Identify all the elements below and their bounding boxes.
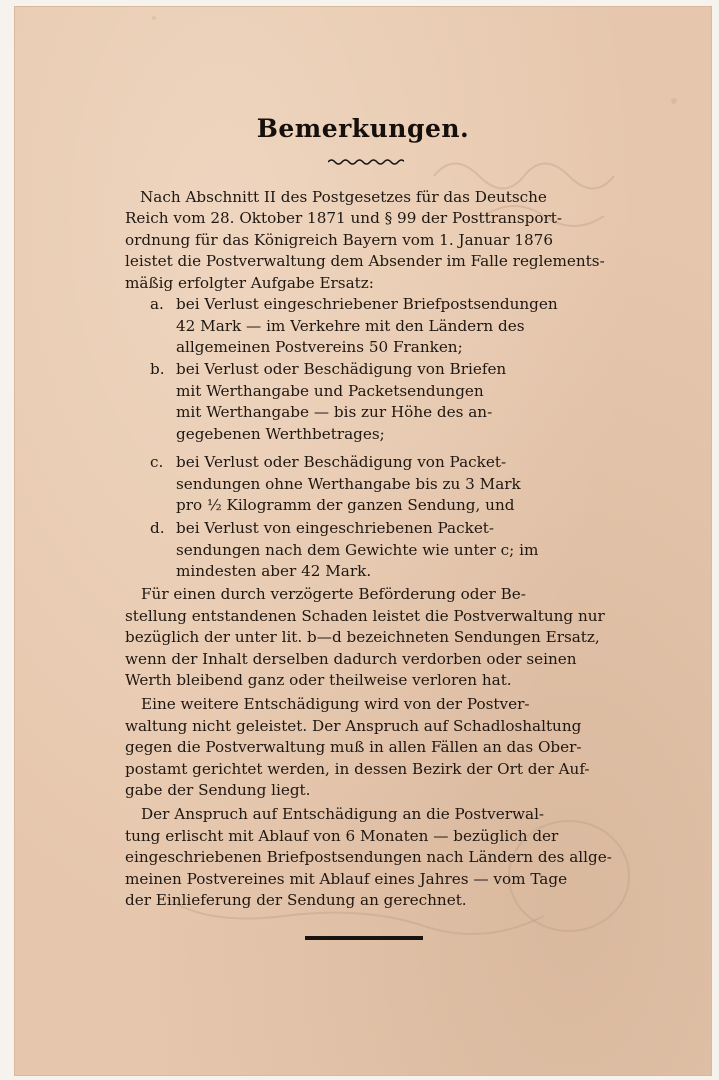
paragraph-line: der Einlieferung der Sendung an gerechnet. — [125, 891, 467, 910]
document-sheet — [14, 6, 712, 1076]
list-item-d — [150, 518, 630, 584]
paragraph-line: meinen Postvereines mit Ablauf eines Jahres — vom Tage — [125, 869, 568, 888]
list-item-b — [150, 359, 630, 447]
paragraph-further-compensation — [125, 694, 630, 802]
paragraph-line: Eine weitere Entschädigung wird von der Postver- — [141, 695, 530, 713]
intro-line: ordnung für das Königreich Bayern vom 1. Januar 1876 — [125, 230, 553, 249]
intro-line: mäßig erfolgter Aufgabe Ersatz: — [125, 273, 374, 292]
paragraph-expiry — [125, 804, 630, 912]
intro-line: Reich vom 28. Oktober 1871 und § 99 der Posttransport- — [125, 209, 562, 227]
item-line: bei Verlust oder Beschädigung von Briefen — [176, 360, 507, 378]
item-line: 42 Mark — im Verkehre mit den Ländern des — [176, 316, 525, 335]
item-label: b. — [150, 360, 165, 378]
paragraph-line: eingeschriebenen Briefpostsendungen nach Ländern des allge- — [125, 848, 612, 867]
item-line: allgemeinen Postvereins 50 Franken; — [176, 338, 463, 357]
intro-line: leistet die Postverwaltung dem Absender im Falle reglements- — [125, 252, 605, 271]
item-line: bei Verlust eingeschriebener Briefpostsendungen — [176, 295, 558, 313]
item-label: a. — [150, 295, 164, 313]
item-line: mit Werthangabe und Packetsendungen — [176, 381, 484, 400]
item-line: pro ½ Kilogramm der ganzen Sendung, und — [176, 496, 515, 515]
paragraph-line: tung erlischt mit Ablauf von 6 Monaten — bezüglich der — [125, 826, 559, 845]
title-ornament-wave — [328, 158, 404, 166]
item-line: mit Werthangabe — bis zur Höhe des an- — [176, 403, 493, 422]
end-rule — [305, 936, 423, 940]
paragraph-line: wenn der Inhalt derselben dadurch verdorben oder seinen — [125, 649, 577, 668]
item-label: d. — [150, 519, 165, 537]
paragraph-delay — [125, 584, 630, 692]
item-label: c. — [150, 453, 164, 471]
intro-paragraph — [140, 187, 630, 209]
item-line: sendungen ohne Werthangabe bis zu 3 Mark — [176, 474, 521, 493]
paragraph-line: gegen die Postverwaltung muß in allen Fällen an das Ober- — [125, 738, 582, 757]
list-item-c — [150, 452, 630, 518]
paragraph-line: gabe der Sendung liegt. — [125, 781, 311, 800]
intro-paragraph-body — [125, 208, 630, 294]
paragraph-line: bezüglich der unter lit. b—d bezeichneten Sendungen Ersatz, — [125, 628, 600, 647]
item-line: sendungen nach dem Gewichte wie unter c; im — [176, 540, 539, 559]
paragraph-line: stellung entstandenen Schaden leistet die Postverwaltung nur — [125, 606, 605, 625]
paragraph-line: waltung nicht geleistet. Der Anspruch auf Schadloshaltung — [125, 716, 582, 735]
paragraph-line: Werth bleibend ganz oder theilweise verloren hat. — [125, 671, 512, 690]
paragraph-line: Der Anspruch auf Entschädigung an die Postverwal- — [141, 805, 545, 823]
document-title: Bemerkungen. — [256, 114, 470, 143]
paragraph-line: postamt gerichtet werden, in dessen Bezirk der Ort der Auf- — [125, 759, 590, 778]
intro-line: Nach Abschnitt II des Postgesetzes für das Deutsche — [140, 188, 547, 206]
item-line: gegebenen Werthbetrages; — [176, 424, 385, 443]
list-item-a — [150, 294, 630, 360]
item-line: mindesten aber 42 Mark. — [176, 562, 372, 581]
paragraph-line: Für einen durch verzögerte Beförderung oder Be- — [141, 585, 526, 603]
item-line: bei Verlust oder Beschädigung von Packet- — [176, 453, 507, 471]
item-line: bei Verlust von eingeschriebenen Packet- — [176, 519, 495, 537]
